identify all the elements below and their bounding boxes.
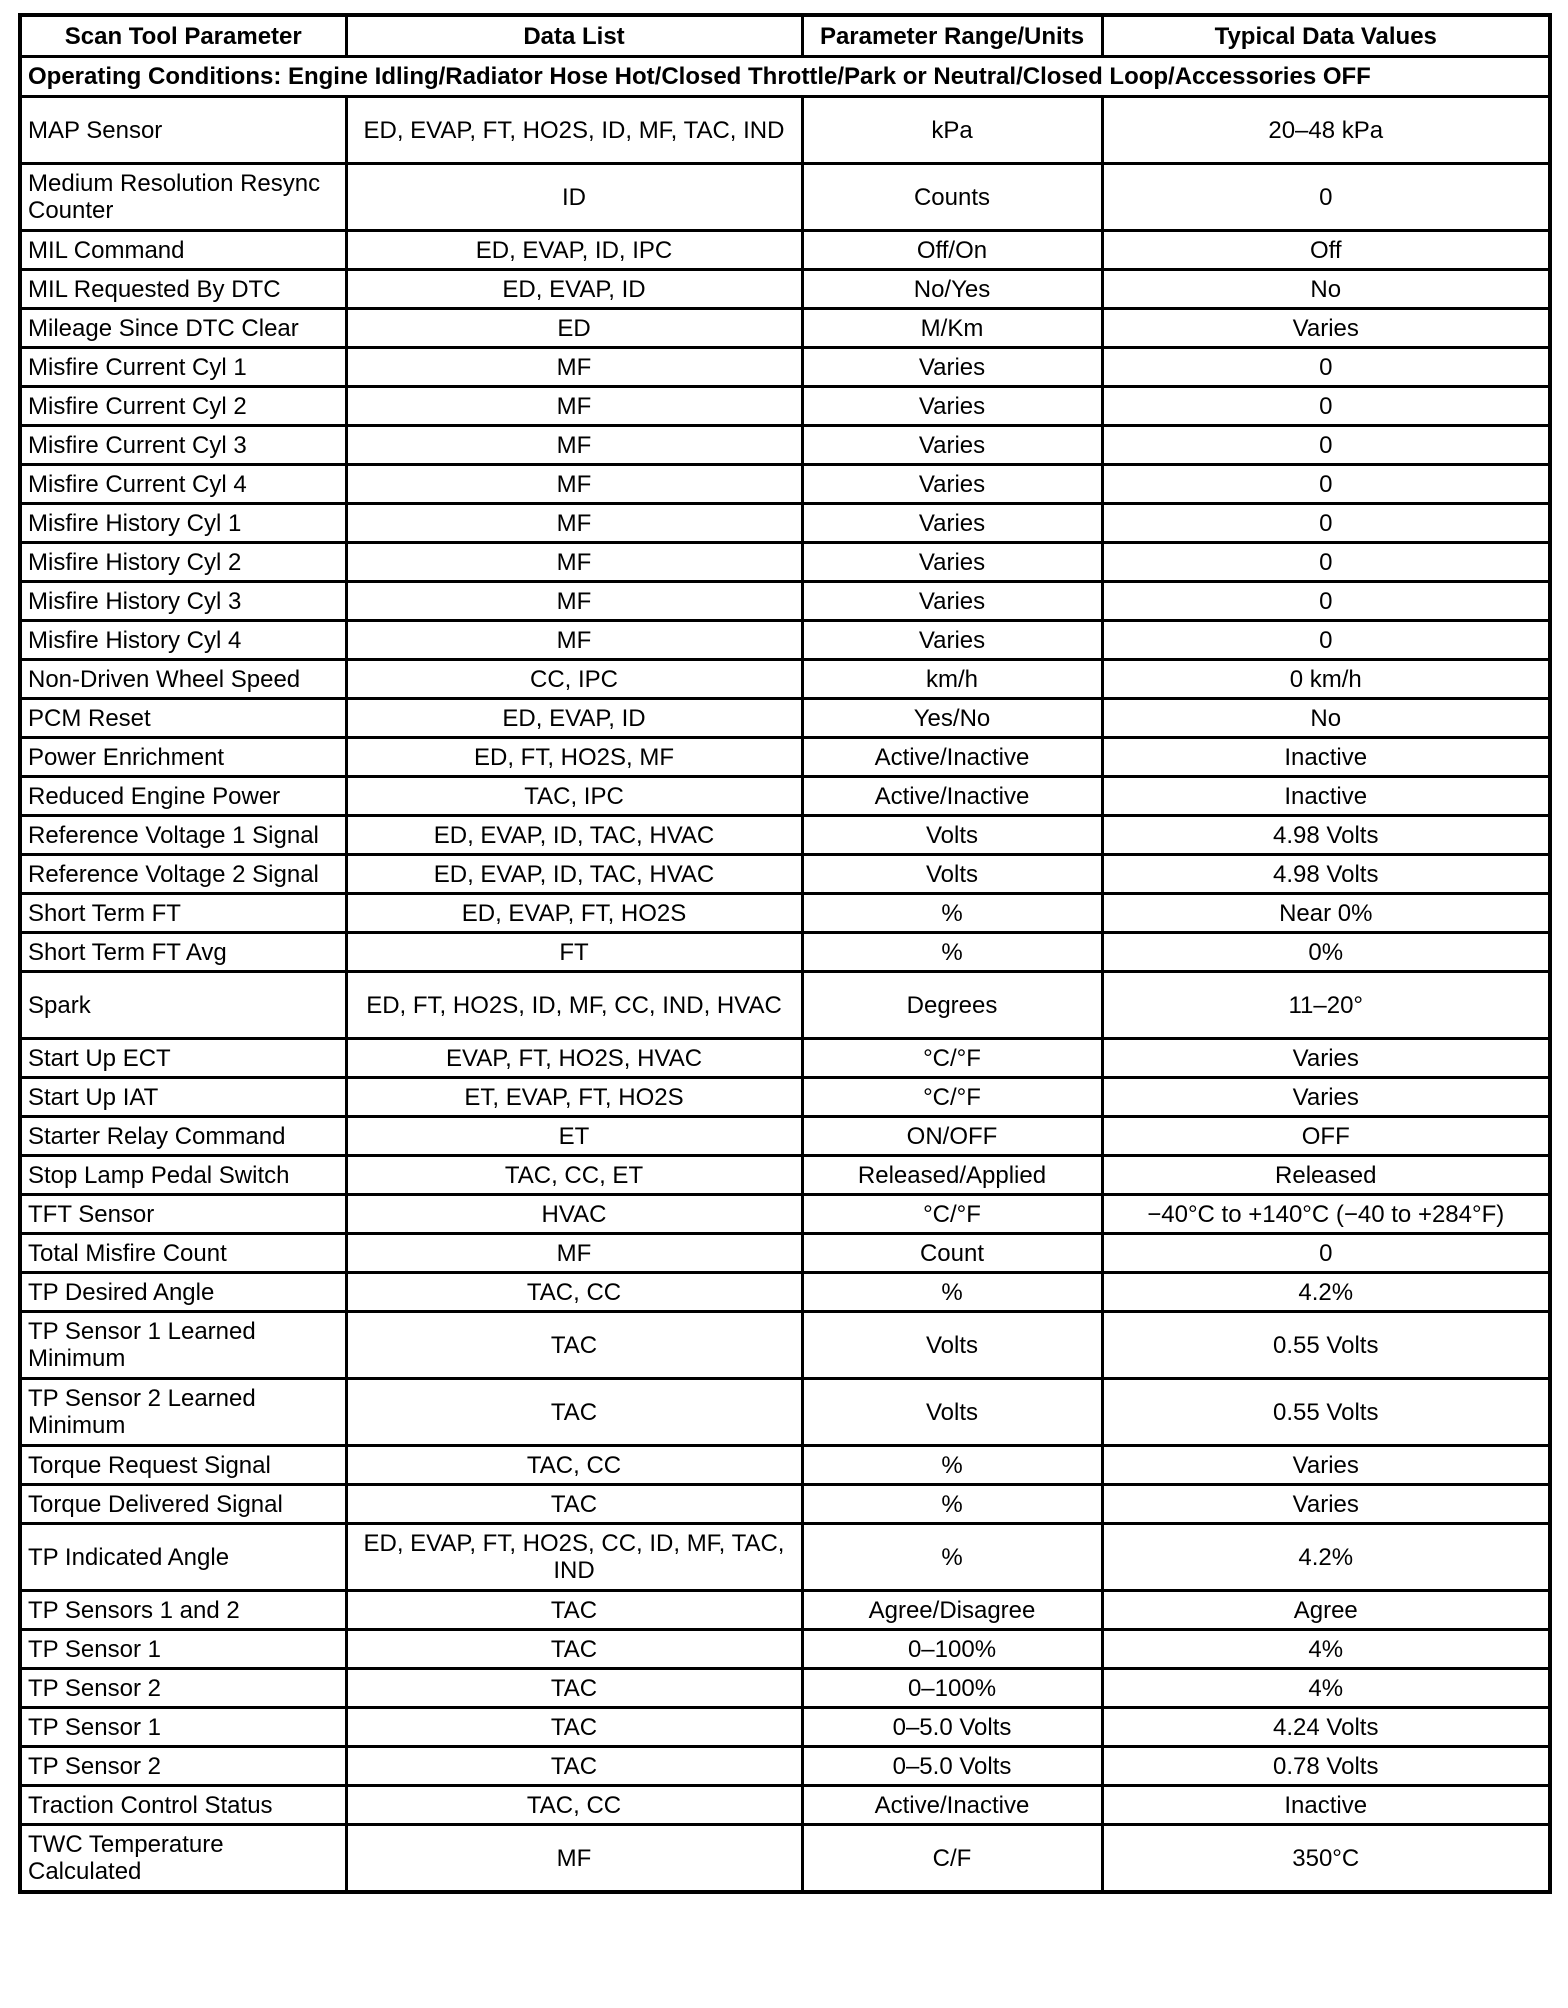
cell-data-list: HVAC [346, 1195, 802, 1234]
cell-range: kPa [802, 97, 1102, 164]
table-row [20, 699, 1550, 738]
cell-typical-value: Varies [1102, 1485, 1550, 1524]
cell-typical-value: 0 [1102, 164, 1550, 231]
cell-typical-value: 0.55 Volts [1102, 1379, 1550, 1446]
cell-range: Varies [802, 543, 1102, 582]
cell-typical-value: No [1102, 270, 1550, 309]
cell-typical-value: Varies [1102, 1078, 1550, 1117]
table-row [20, 504, 1550, 543]
cell-range: Counts [802, 164, 1102, 231]
cell-data-list: TAC [346, 1669, 802, 1708]
cell-range: Varies [802, 465, 1102, 504]
cell-typical-value: 0 [1102, 387, 1550, 426]
cell-data-list: TAC, CC [346, 1273, 802, 1312]
cell-range: % [802, 1273, 1102, 1312]
cell-parameter: Misfire Current Cyl 2 [20, 387, 346, 426]
table-row [20, 933, 1550, 972]
cell-typical-value: 4.2% [1102, 1273, 1550, 1312]
cell-typical-value: 0% [1102, 933, 1550, 972]
cell-typical-value: 0 km/h [1102, 660, 1550, 699]
cell-parameter: TP Sensors 1 and 2 [20, 1591, 346, 1630]
cell-range: Active/Inactive [802, 1786, 1102, 1825]
cell-range: 0–5.0 Volts [802, 1747, 1102, 1786]
cell-range: Varies [802, 504, 1102, 543]
cell-parameter: Medium Resolution Resync Counter [20, 164, 346, 231]
table-row [20, 164, 1550, 231]
cell-typical-value: 4.98 Volts [1102, 816, 1550, 855]
cell-parameter: Misfire Current Cyl 1 [20, 348, 346, 387]
cell-data-list: TAC [346, 1312, 802, 1379]
cell-data-list: MF [346, 465, 802, 504]
cell-range: Count [802, 1234, 1102, 1273]
table-row [20, 1312, 1550, 1379]
cell-data-list: FT [346, 933, 802, 972]
cell-typical-value: 20–48 kPa [1102, 97, 1550, 164]
cell-parameter: TP Sensor 2 [20, 1669, 346, 1708]
cell-parameter: Short Term FT Avg [20, 933, 346, 972]
cell-parameter: Reduced Engine Power [20, 777, 346, 816]
cell-range: Agree/Disagree [802, 1591, 1102, 1630]
cell-parameter: Starter Relay Command [20, 1117, 346, 1156]
table-row [20, 543, 1550, 582]
cell-data-list: ET, EVAP, FT, HO2S [346, 1078, 802, 1117]
cell-parameter: TFT Sensor [20, 1195, 346, 1234]
cell-parameter: TP Sensor 2 Learned Minimum [20, 1379, 346, 1446]
cell-range: °C/°F [802, 1078, 1102, 1117]
cell-range: Released/Applied [802, 1156, 1102, 1195]
cell-typical-value: Released [1102, 1156, 1550, 1195]
operating-conditions: Operating Conditions: Engine Idling/Radiator Hose Hot/Closed Throttle/Park or Neutral/Closed Loop/Accessories OFF [20, 57, 1550, 97]
cell-typical-value: 4% [1102, 1630, 1550, 1669]
table-row [20, 1485, 1550, 1524]
cell-data-list: ED [346, 309, 802, 348]
cell-typical-value: 350°C [1102, 1825, 1550, 1893]
cell-range: Active/Inactive [802, 777, 1102, 816]
cell-data-list: EVAP, FT, HO2S, HVAC [346, 1039, 802, 1078]
table-row [20, 231, 1550, 270]
table-row [20, 1078, 1550, 1117]
cell-typical-value: 11–20° [1102, 972, 1550, 1039]
cell-parameter: Torque Delivered Signal [20, 1485, 346, 1524]
cell-parameter: Misfire History Cyl 2 [20, 543, 346, 582]
cell-typical-value: Inactive [1102, 738, 1550, 777]
table-row [20, 894, 1550, 933]
cell-typical-value: Inactive [1102, 1786, 1550, 1825]
cell-data-list: ED, EVAP, FT, HO2S [346, 894, 802, 933]
table-row [20, 1708, 1550, 1747]
cell-range: Varies [802, 426, 1102, 465]
cell-typical-value: 0 [1102, 582, 1550, 621]
cell-range: 0–100% [802, 1630, 1102, 1669]
cell-range: Volts [802, 1379, 1102, 1446]
cell-data-list: ET [346, 1117, 802, 1156]
cell-parameter: Power Enrichment [20, 738, 346, 777]
table-row [20, 1234, 1550, 1273]
header-data-list: Data List [346, 15, 802, 57]
cell-typical-value: No [1102, 699, 1550, 738]
cell-range: % [802, 894, 1102, 933]
cell-data-list: MF [346, 387, 802, 426]
cell-parameter: MAP Sensor [20, 97, 346, 164]
cell-data-list: ED, EVAP, FT, HO2S, CC, ID, MF, TAC, IND [346, 1524, 802, 1591]
cell-typical-value: Near 0% [1102, 894, 1550, 933]
table-row [20, 1747, 1550, 1786]
cell-range: Varies [802, 582, 1102, 621]
cell-data-list: MF [346, 504, 802, 543]
cell-parameter: Short Term FT [20, 894, 346, 933]
cell-range: M/Km [802, 309, 1102, 348]
table-row [20, 816, 1550, 855]
table-row [20, 465, 1550, 504]
cell-data-list: ED, EVAP, FT, HO2S, ID, MF, TAC, IND [346, 97, 802, 164]
table-row [20, 1273, 1550, 1312]
table-row [20, 1825, 1550, 1893]
table-row [20, 777, 1550, 816]
cell-typical-value: 4% [1102, 1669, 1550, 1708]
table-row [20, 309, 1550, 348]
table-row [20, 1669, 1550, 1708]
cell-parameter: Start Up IAT [20, 1078, 346, 1117]
cell-typical-value: Inactive [1102, 777, 1550, 816]
table-row [20, 1786, 1550, 1825]
cell-data-list: MF [346, 1234, 802, 1273]
cell-typical-value: Agree [1102, 1591, 1550, 1630]
cell-typical-value: 0 [1102, 426, 1550, 465]
table-row [20, 1195, 1550, 1234]
cell-range: km/h [802, 660, 1102, 699]
cell-data-list: ED, EVAP, ID [346, 270, 802, 309]
cell-data-list: ED, EVAP, ID, TAC, HVAC [346, 855, 802, 894]
cell-data-list: TAC [346, 1708, 802, 1747]
cell-typical-value: Varies [1102, 309, 1550, 348]
cell-parameter: TWC Temperature Calculated [20, 1825, 346, 1893]
cell-data-list: ID [346, 164, 802, 231]
cell-data-list: TAC, CC [346, 1446, 802, 1485]
cell-data-list: MF [346, 426, 802, 465]
cell-parameter: Non-Driven Wheel Speed [20, 660, 346, 699]
cell-typical-value: 0 [1102, 348, 1550, 387]
cell-parameter: TP Sensor 2 [20, 1747, 346, 1786]
table-row [20, 270, 1550, 309]
cell-parameter: TP Indicated Angle [20, 1524, 346, 1591]
cell-range: % [802, 1446, 1102, 1485]
cell-range: % [802, 933, 1102, 972]
scan-tool-data-table [18, 13, 1552, 1894]
cell-range: Active/Inactive [802, 738, 1102, 777]
cell-data-list: MF [346, 582, 802, 621]
cell-parameter: Torque Request Signal [20, 1446, 346, 1485]
cell-parameter: TP Sensor 1 [20, 1708, 346, 1747]
cell-parameter: TP Sensor 1 Learned Minimum [20, 1312, 346, 1379]
document-page [18, 13, 1548, 1894]
cell-parameter: Total Misfire Count [20, 1234, 346, 1273]
cell-data-list: ED, EVAP, ID, IPC [346, 231, 802, 270]
cell-typical-value: 0.78 Volts [1102, 1747, 1550, 1786]
cell-data-list: TAC [346, 1630, 802, 1669]
cell-typical-value: 0.55 Volts [1102, 1312, 1550, 1379]
table-row [20, 97, 1550, 164]
cell-data-list: ED, FT, HO2S, ID, MF, CC, IND, HVAC [346, 972, 802, 1039]
table-row [20, 621, 1550, 660]
cell-range: C/F [802, 1825, 1102, 1893]
cell-typical-value: 0 [1102, 543, 1550, 582]
cell-parameter: Misfire History Cyl 4 [20, 621, 346, 660]
cell-typical-value: Varies [1102, 1039, 1550, 1078]
cell-data-list: CC, IPC [346, 660, 802, 699]
cell-typical-value: 0 [1102, 621, 1550, 660]
cell-range: 0–5.0 Volts [802, 1708, 1102, 1747]
table-row [20, 1117, 1550, 1156]
cell-parameter: Spark [20, 972, 346, 1039]
table-row [20, 426, 1550, 465]
cell-parameter: Reference Voltage 2 Signal [20, 855, 346, 894]
cell-parameter: MIL Command [20, 231, 346, 270]
cell-range: °C/°F [802, 1195, 1102, 1234]
cell-typical-value: Varies [1102, 1446, 1550, 1485]
cell-parameter: Start Up ECT [20, 1039, 346, 1078]
cell-range: Degrees [802, 972, 1102, 1039]
cell-range: Off/On [802, 231, 1102, 270]
header-typical-values: Typical Data Values [1102, 15, 1550, 57]
cell-parameter: Misfire Current Cyl 3 [20, 426, 346, 465]
cell-typical-value: 0 [1102, 504, 1550, 543]
table-header-row [20, 15, 1550, 57]
cell-typical-value: 4.2% [1102, 1524, 1550, 1591]
cell-range: ON/OFF [802, 1117, 1102, 1156]
table-row [20, 1630, 1550, 1669]
cell-data-list: TAC [346, 1747, 802, 1786]
cell-data-list: TAC, CC, ET [346, 1156, 802, 1195]
table-row [20, 972, 1550, 1039]
cell-data-list: TAC [346, 1379, 802, 1446]
cell-parameter: Misfire History Cyl 1 [20, 504, 346, 543]
cell-data-list: MF [346, 543, 802, 582]
cell-data-list: TAC, IPC [346, 777, 802, 816]
cell-data-list: MF [346, 621, 802, 660]
cell-range: Varies [802, 621, 1102, 660]
cell-range: Volts [802, 855, 1102, 894]
cell-typical-value: 0 [1102, 1234, 1550, 1273]
cell-data-list: TAC [346, 1485, 802, 1524]
operating-conditions-row [20, 57, 1550, 97]
cell-typical-value: −40°C to +140°C (−40 to +284°F) [1102, 1195, 1550, 1234]
cell-range: Varies [802, 348, 1102, 387]
table-body [20, 57, 1550, 1893]
cell-range: % [802, 1485, 1102, 1524]
cell-data-list: TAC [346, 1591, 802, 1630]
cell-data-list: ED, FT, HO2S, MF [346, 738, 802, 777]
table-row [20, 1156, 1550, 1195]
cell-range: Yes/No [802, 699, 1102, 738]
cell-data-list: MF [346, 1825, 802, 1893]
table-row [20, 582, 1550, 621]
table-row [20, 660, 1550, 699]
cell-data-list: ED, EVAP, ID [346, 699, 802, 738]
cell-parameter: Stop Lamp Pedal Switch [20, 1156, 346, 1195]
cell-range: Volts [802, 1312, 1102, 1379]
cell-data-list: MF [346, 348, 802, 387]
cell-typical-value: Off [1102, 231, 1550, 270]
cell-parameter: MIL Requested By DTC [20, 270, 346, 309]
table-row [20, 1591, 1550, 1630]
cell-range: Varies [802, 387, 1102, 426]
cell-parameter: Misfire History Cyl 3 [20, 582, 346, 621]
cell-parameter: Traction Control Status [20, 1786, 346, 1825]
cell-range: % [802, 1524, 1102, 1591]
cell-parameter: Mileage Since DTC Clear [20, 309, 346, 348]
table-row [20, 387, 1550, 426]
table-row [20, 1379, 1550, 1446]
cell-parameter: Misfire Current Cyl 4 [20, 465, 346, 504]
cell-range: °C/°F [802, 1039, 1102, 1078]
header-parameter-range: Parameter Range/Units [802, 15, 1102, 57]
table-row [20, 1446, 1550, 1485]
cell-range: Volts [802, 816, 1102, 855]
table-row [20, 1524, 1550, 1591]
cell-typical-value: 4.98 Volts [1102, 855, 1550, 894]
cell-data-list: TAC, CC [346, 1786, 802, 1825]
cell-typical-value: OFF [1102, 1117, 1550, 1156]
table-row [20, 855, 1550, 894]
table-row [20, 738, 1550, 777]
header-scan-tool-parameter: Scan Tool Parameter [20, 15, 346, 57]
cell-parameter: PCM Reset [20, 699, 346, 738]
table-row [20, 348, 1550, 387]
cell-parameter: TP Sensor 1 [20, 1630, 346, 1669]
cell-parameter: TP Desired Angle [20, 1273, 346, 1312]
cell-parameter: Reference Voltage 1 Signal [20, 816, 346, 855]
cell-typical-value: 0 [1102, 465, 1550, 504]
cell-typical-value: 4.24 Volts [1102, 1708, 1550, 1747]
table-row [20, 1039, 1550, 1078]
cell-range: No/Yes [802, 270, 1102, 309]
cell-range: 0–100% [802, 1669, 1102, 1708]
cell-data-list: ED, EVAP, ID, TAC, HVAC [346, 816, 802, 855]
